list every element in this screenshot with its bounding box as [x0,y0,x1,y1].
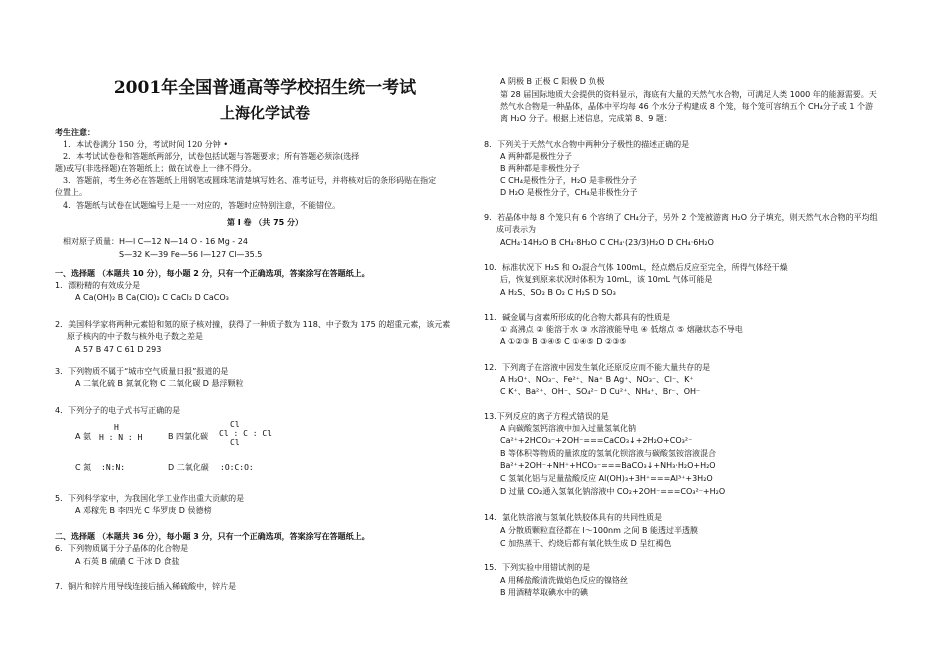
question-stem: 12．下列离子在溶液中因发生氧化还原反应而不能大量共存的是 [484,363,711,372]
notice-item: 2．本考试试卷卷和答题纸两部分，试卷包括试题与答题要求；所有答题必须涂(选择 [63,152,360,161]
question-stem: 14．氯化铁溶液与氢氧化铁胶体具有的共同性质是 [484,513,663,522]
question-stem: 6．下列物质属于分子晶体的化合物是 [55,544,189,553]
option-line: ACH₄·14H₂O B CH₄·8H₂O C CH₄·(23/3)H₂O D CH₄·6H₂O [500,238,714,247]
question-stem: 原子核内的中子数与核外电子数之差是 [67,332,203,341]
notice-item: 4．答题纸与试卷在试题编号上是一一对应的，答题时应特别注意，不能错位。 [63,201,341,210]
option-line: A H₃O⁺、NO₃⁻、Fe²⁺、Na⁺ B Ag⁺、NO₃⁻、Cl⁻、K⁺ [500,375,694,384]
atomic-masses: 相对原子质量：H—l C—12 N—14 O - 16 Mg - 24 [63,237,248,246]
question-stem: 8．下列关于天然气水合物中两种分子极性的描述正确的是 [484,140,690,149]
ammonia-structure: H : N : H [99,433,143,442]
part-heading: 二、选择题 （本题共 36 分），每小题 3 分，只有一个正确选项，答案涂写在答题纸上。 [55,532,370,541]
question-options: A 石英 B 硫磺 C 干冰 D 食盐 [75,557,180,566]
option-line: C CH₄是极性分子，H₂O 是非极性分子 [500,176,637,185]
option-line: A H₂S、SO₂ B O₂ C H₂S D SO₃ [500,288,616,297]
option-line: B 两种都是非极性分子 [500,164,581,173]
option-line: C 加热蒸干、灼烧后都有氧化铁生成 D 呈红褐色 [500,539,672,548]
question-stem: 10．标准状况下 H₂S 和 O₂混合气体 100mL，经点燃后反应至完全，所得气体经干燥 [484,263,788,272]
question-stem: 成可表示为 [496,225,536,234]
question-options: A Ca(OH)₂ B Ca(ClO)₂ C CaCl₂ D CaCO₃ [75,293,229,302]
option-line: A ①②③ B ③④⑤ C ①④⑤ D ②③⑤ [500,337,627,346]
passage-line: 离 H₂O 分子。根据上述信息，完成第 8、9 题： [500,114,672,123]
ammonia-structure-top: H [114,423,119,432]
option-line: ① 高沸点 ② 能溶于水 ③ 水溶液能导电 ④ 低熔点 ⑤ 熔融状态不导电 [500,325,743,334]
option-line: C 氢氧化铝与足量盐酸反应 Al(OH)₃+3H⁺===Al³⁺+3H₂O [500,474,713,483]
part-heading: 一、选择题 （本题共 10 分），每小题 2 分，只有一个正确选项，答案涂写在答题纸上。 [55,269,370,278]
option-line: C K⁺、Ba²⁺、OH⁻、SO₄²⁻ D Cu²⁺、NH₄⁺、Br⁻、OH⁻ [500,387,701,396]
question-stem: 11．碱金属与卤素所形成的化合物大都具有的性质是 [484,313,671,322]
passage-line: 然气水合物是一种晶体，晶体中平均每 46 个水分子构建成 8 个笼，每个笼可容纳五个 CH₄分子或 1 个游 [500,102,873,111]
option-line: B 用酒精萃取碘水中的碘 [500,588,589,597]
question-options: A 二氧化硫 B 氮氧化物 C 二氧化碳 D 悬浮颗粒 [75,379,244,388]
question-stem: 1．漂粉精的有效成分是 [55,281,141,290]
nitrogen-structure: :N:N: [101,463,126,472]
question-stem: 5．下列科学家中，为我国化学工业作出重大贡献的是 [55,494,245,503]
option-c: C 氮 [75,463,92,472]
question-options: A 邓稼先 B 李四光 C 华罗庚 D 侯德榜 [75,506,212,515]
question-options: A 阴极 B 正极 C 阳极 D 负极 [500,77,605,86]
option-a: A 氨 [75,432,92,441]
option-line: A 用稀盐酸清洗做焰色反应的镍铬丝 [500,576,629,585]
ccl4-structure-bottom: Cl [230,438,240,447]
question-stem: 2．美国科学家将两种元素铅和氪的原子核对撞，获得了一种质子数为 118、中子数为 175 的超重元素，该元素 [55,320,451,329]
ccl4-structure-top: Cl [230,420,240,429]
option-line: A 两种都是极性分子 [500,152,573,161]
exam-title: 2001年全国普通高等学校招生统一考试 [113,78,417,98]
notice-heading: 考生注意： [55,128,95,137]
option-b: B 四氯化碳 [168,432,209,441]
question-stem: 13.下列反应的离子方程式错误的是 [484,412,609,421]
question-stem: 15．下列实验中用错试剂的是 [484,563,591,572]
passage-line: 第 28 届国际地质大会提供的资料显示，海底有大量的天然气水合物，可满足人类 1000 年的能源需要。天 [500,90,877,99]
section-heading: 第 I 卷 （共 75 分） [226,218,304,227]
option-line: D H₂O 是极性分子，CH₄是非极性分子 [500,188,638,197]
option-d: D 二氧化碳 [168,463,209,472]
option-line: Ba²⁺+2OH⁻+NH⁺+HCO₃⁻===BaCO₃↓+NH₃·H₂O+H₂O [500,461,716,470]
option-line: D 过量 CO₂通入氢氧化钠溶液中 CO₂+2OH⁻===CO₃²⁻+H₂O [500,487,726,496]
question-stem: 后，恢复到原来状况时体积为 10mL，该 10mL 气体可能是 [500,275,713,284]
notice-item: 位置上。 [55,188,87,197]
option-line: B 等体积等物质的量浓度的氢氧化钡溶液与碳酸氢铵溶液混合 [500,449,717,458]
option-line: A 分散质颗粒直径都在 l～100nm 之间 B 能透过半透膜 [500,526,699,535]
question-stem: 9．若晶体中每 8 个笼只有 6 个容纳了 CH₄分子，另外 2 个笼被游离 H₂O 分子填充，则天然气水合物的平均组 [484,213,878,222]
exam-subtitle: 上海化学试卷 [219,104,310,122]
option-line: Ca²⁺+2HCO₃⁻+2OH⁻===CaCO₃↓+2H₂O+CO₃²⁻ [500,436,693,445]
question-stem: 4．下列分子的电子式书写正确的是 [55,406,181,415]
notice-item: 题)或写(非选择题)在答题纸上；做在试卷上一律不得分。 [55,164,257,173]
question-options: A 57 B 47 C 61 D 293 [75,345,162,354]
notice-item: 3．答题前，考生务必在答题纸上用钢笔或圆珠笔清楚填写姓名、准考证号，并将核对后的条形码贴在指定 [63,176,437,185]
co2-structure: :O:C:O: [220,463,254,472]
ccl4-structure: Cl : C : Cl [219,429,272,438]
question-stem: 3．下列物质不属于“城市空气质量日报”报道的是 [55,367,229,376]
question-stem: 7．铜片和锌片用导线连接后插入稀硫酸中，锌片是 [55,582,237,591]
notice-item: 1．本试卷满分 150 分，考试时间 120 分钟 • [63,140,229,149]
atomic-masses: S—32 K—39 Fe—56 I—127 Cl—35.5 [119,250,263,259]
option-line: A 向碳酸氢钙溶液中加入过量氢氧化钠 [500,424,637,433]
